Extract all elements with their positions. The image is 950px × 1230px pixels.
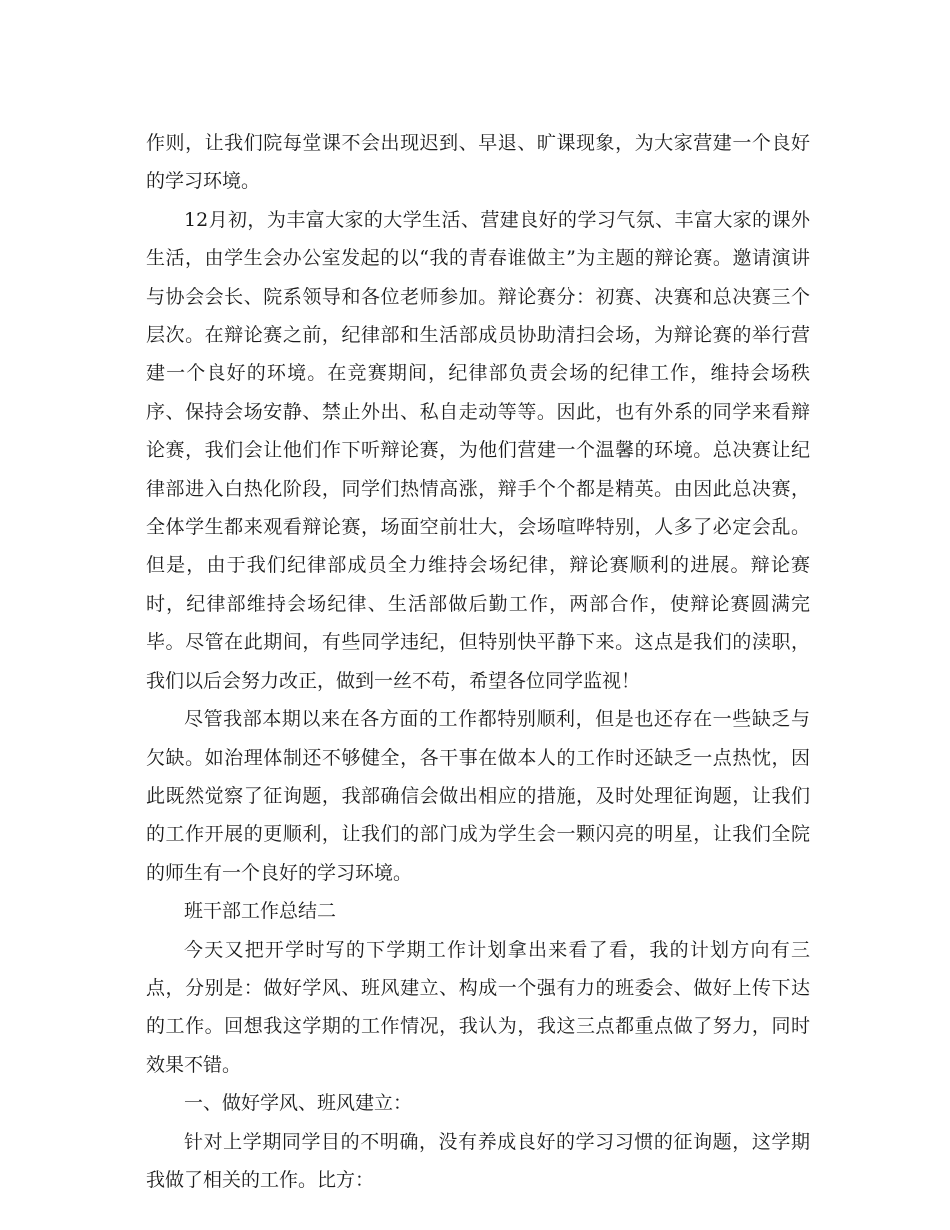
subheading-1: 一、做好学风、班风建立： (184, 1092, 413, 1115)
paragraph-4: 今天又把开学时写的下学期工作计划拿出来看了看，我的计划方向有三点，分别是：做好学风、班风建立、构成一个强有力的班委会、做好上传下达的工作。回想我这学期的工作情况，我认为，我这三点都重点做了努力，同时效果不错。 (146, 938, 810, 1076)
document-body (146, 124, 810, 1199)
paragraph-5: 针对上学期同学目的不明确，没有养成良好的学习习惯的征询题，这学期我做了相关的工作。比方： (146, 1130, 810, 1191)
paragraph-1: 作则，让我们院每堂课不会出现迟到、早退、旷课现象，为大家营建一个良好的学习环境。 (146, 132, 810, 193)
paragraph-2: 12月初，为丰富大家的大学生活、营建良好的学习气氛、丰富大家的课外生活，由学生会办公室发起的以“我的青春谁做主”为主题的辩论赛。邀请演讲与协会会长、院系领导和各位老师参加。辩论赛分：初赛、决赛和总决赛三个层次。在辩论赛之前，纪律部和生活部成员协助清扫会场，为辩论赛的举行营建一个良好的环境。在竞赛期间，纪律部负责会场的纪律工作，维持会场秩序、保持会场安静、禁止外出、私自走动等等。因此，也有外系的同学来看辩论赛，我们会让他们作下听辩论赛，为他们营建一个温馨的环境。总决赛让纪律部进入白热化阶段，同学们热情高涨，辩手个个都是精英。由因此总决赛，全体学生都来观看辩论赛，场面空前壮大，会场喧哗特别，人多了必定会乱。但是，由于我们纪律部成员全力维持会场纪律，辩论赛顺利的进展。辩论赛时，纪律部维持会场纪律、生活部做后勤工作，两部合作，使辩论赛圆满完毕。尽管在此期间，有些同学违纪，但特别快平静下来。这点是我们的渎职，我们以后会努力改正，做到一丝不苟，希望各位同学监视！ (146, 208, 810, 692)
section-heading-2: 班干部工作总结二 (184, 900, 337, 923)
paragraph-3: 尽管我部本期以来在各方面的工作都特别顺利，但是也还存在一些缺乏与欠缺。如治理体制还不够健全，各干事在做本人的工作时还缺乏一点热忱，因此既然觉察了征询题，我部确信会做出相应的措施，及时处理征询题，让我们的工作开展的更顺利，让我们的部门成为学生会一颗闪亮的明星，让我们全院的师生有一个良好的学习环境。 (146, 708, 810, 884)
